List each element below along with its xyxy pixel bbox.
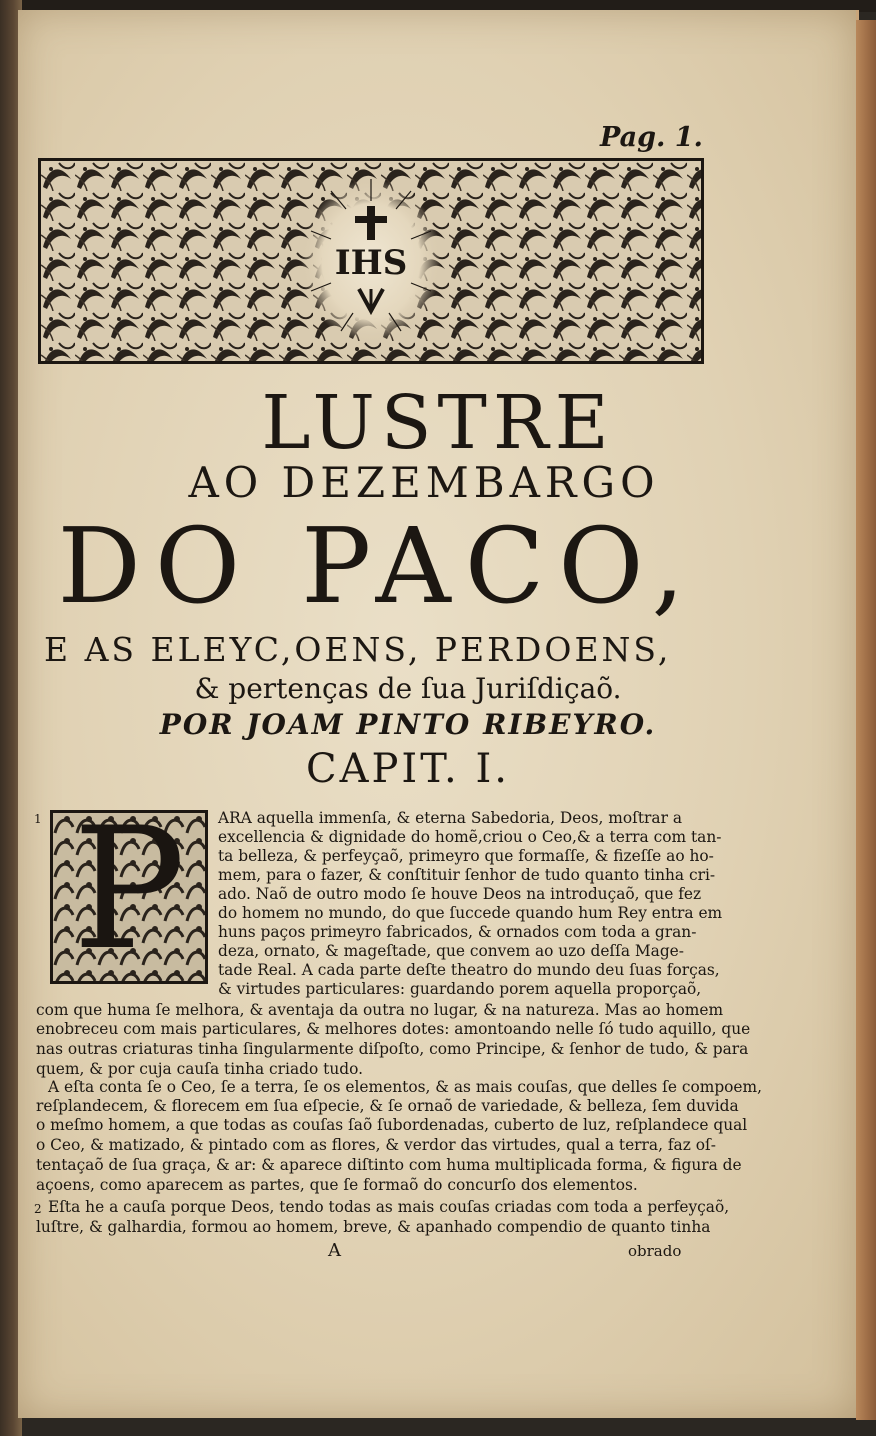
author-line: POR JOAM PINTO RIBEYRO.	[159, 708, 657, 741]
body-text-line: & virtudes particulares: guardando porem aquella proporçaõ,	[218, 980, 702, 998]
body-text-line: o meſmo homem, a que todas as couſas ſaõ ſubordenadas, cuberto de luz, reſplandece qual	[36, 1116, 748, 1134]
body-text-line: ta belleza, & perfeyçaõ, primeyro que formaſſe, & fizeſſe ao ho-	[218, 847, 714, 865]
body-text-line: tade Real. A cada parte deſte theatro do mundo deu ſuas forças,	[218, 961, 720, 979]
paragraph-number: 2	[34, 1202, 42, 1216]
foliage-ornament-icon	[41, 161, 701, 361]
body-text-line: quem, & por cuja cauſa tinha criado tudo.	[36, 1060, 363, 1078]
catchword: obrado	[628, 1242, 682, 1260]
body-text-line: o Ceo, & matizado, & pintado com as flores, & verdor das virtudes, qual a terra, faz oſ-	[36, 1136, 716, 1154]
signature-mark: A	[328, 1240, 341, 1261]
body-text-line: nas outras criaturas tinha ſingularmente diſpoſto, como Principe, & ſenhor de tudo, & para	[36, 1040, 749, 1058]
subtitle-pertencas: & pertenças de ſua Juriſdiçaõ.	[194, 672, 622, 705]
decorated-initial	[50, 810, 208, 984]
body-text-line: reſplandecem, & florecem em ſua eſpecie, & ſe ornaõ de variedade, & belleza, ſem duvida	[36, 1097, 739, 1115]
body-text-line: excellencia & dignidade do homẽ,criou o Ceo,& a terra com tan-	[218, 828, 722, 846]
dropcap-letter: P	[72, 810, 186, 984]
body-text-line: ARA aquella immenſa, & eterna Sabedoria, Deos, moſtrar a	[218, 809, 682, 827]
page-number: Pag. 1.	[600, 122, 703, 153]
body-text-line: mem, para o fazer, & conſtituir ſenhor de tudo quanto tinha cri-	[218, 866, 716, 884]
body-text-line: deza, ornato, & mageſtade, que convem ao uzo deſſa Mage-	[218, 942, 684, 960]
body-text-line: açoens, como aparecem as partes, que ſe formaõ do concurſo dos elementos.	[36, 1176, 638, 1194]
title-do-paco: DO PACO,	[57, 505, 699, 627]
body-text-line: com que huma ſe melhora, & aventaja da outra no lugar, & na natureza. Mas ao homem	[36, 1001, 724, 1019]
chapter-heading: CAPIT. I.	[306, 746, 510, 792]
ihs-monogram: IHS	[334, 243, 408, 283]
body-text-line: enobreceu com mais particulares, & melhores dotes: amontoando nelle ſó tudo aquillo, que	[36, 1020, 751, 1038]
body-text-line: tentaçaõ de ſua graça, & ar: & aparece diſtinto com huma multiplicada forma, & figura de	[36, 1156, 742, 1174]
body-text-line: huns paços primeyro fabricados, & ornados com toda a gran-	[218, 923, 697, 941]
body-text-line: A eſta conta ſe o Ceo, ſe a terra, ſe os elementos, & as mais couſas, que delles ſe compoem,	[48, 1078, 763, 1096]
subtitle-eleycoens: E AS ELEYC,OENS, PERDOENS,	[44, 630, 672, 669]
body-text-line: luſtre, & galhardia, formou ao homem, breve, & apanhado compendio de quanto tinha	[36, 1218, 711, 1236]
body-text-line: do homem no mundo, do que ſuccede quando hum Rey entra em	[218, 904, 723, 922]
paragraph-number: 1	[34, 812, 42, 826]
ornamental-headpiece	[38, 158, 704, 364]
body-text-line: ado. Naõ de outro modo ſe houve Deos na introduçaõ, que fez	[218, 885, 702, 903]
body-text-line: Eſta he a cauſa porque Deos, tendo todas as mais couſas criadas com toda a perfeyçaõ,	[48, 1198, 730, 1216]
title-ao-dezembargo: AO DEZEMBARGO	[188, 458, 660, 507]
title-lustre: LUSTRE	[261, 380, 615, 466]
